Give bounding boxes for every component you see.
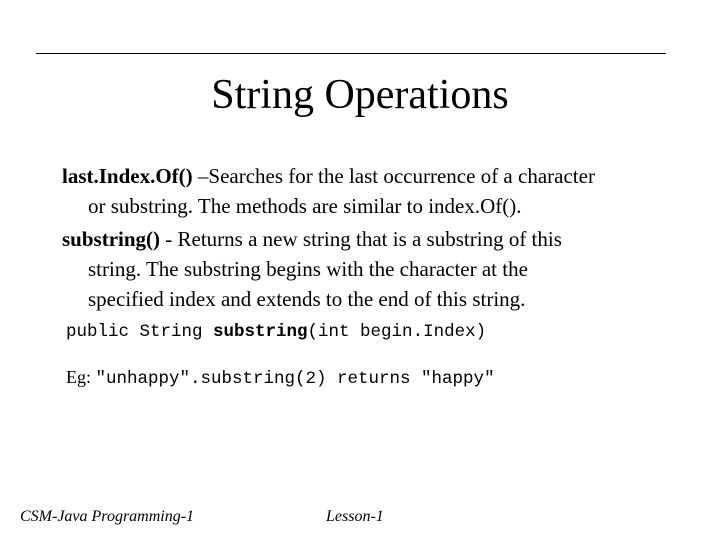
title-rule [36, 53, 666, 54]
signature-method: substring [213, 322, 308, 342]
example-label: Eg: [66, 367, 96, 387]
lastindexof-text-line2: or substring. The methods are similar to index.Of(). [88, 194, 522, 218]
signature-params: (int begin.Index) [307, 322, 487, 342]
footer-course: CSM-Java Programming-1 [20, 508, 195, 525]
substring-description [62, 224, 562, 314]
substring-example [66, 365, 495, 391]
lastindexof-term: last.Index.Of() [62, 164, 193, 188]
substring-text-line1: - Returns a new string that is a substring of this [160, 227, 562, 251]
substring-signature [66, 320, 486, 344]
slide-title: String Operations [211, 72, 509, 118]
footer-lesson: Lesson-1 [326, 508, 384, 525]
example-code: "unhappy".substring(2) returns "happy" [95, 369, 495, 389]
lastindexof-text-line1: –Searches for the last occurrence of a character [192, 164, 595, 188]
signature-prefix: public String [66, 322, 214, 342]
lastindexof-description [62, 161, 595, 221]
substring-term: substring() [62, 227, 161, 251]
substring-text-line2: string. The substring begins with the character at the [88, 257, 528, 281]
substring-text-line3: specified index and extends to the end of this string. [88, 287, 526, 311]
